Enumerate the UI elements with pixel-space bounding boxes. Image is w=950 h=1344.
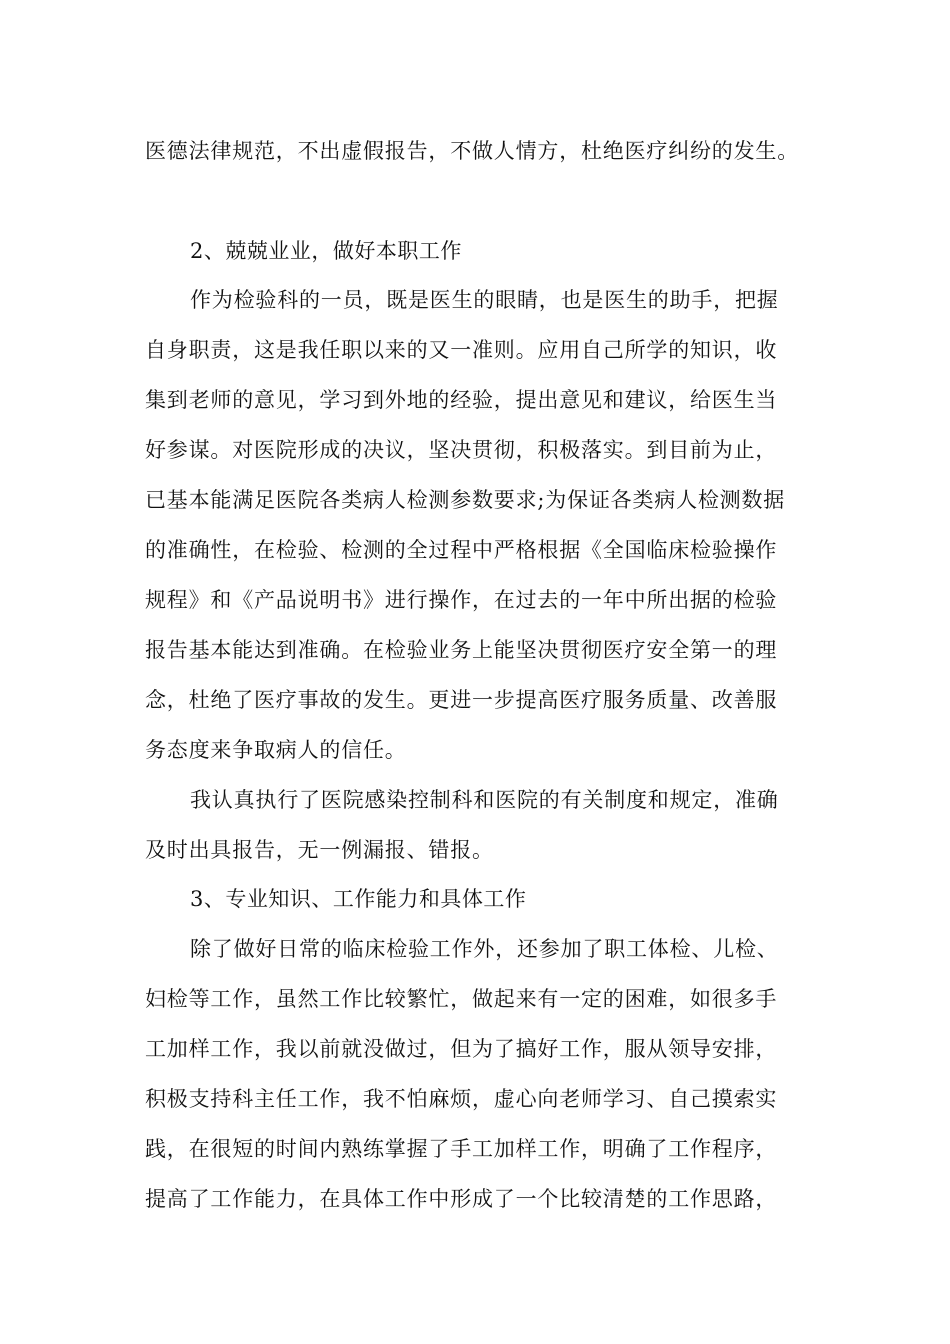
paragraph-line: 已基本能满足医院各类病人检测参数要求;为保证各类病人检测数据 [145,488,786,512]
paragraph-line: 工加样工作，我以前就没做过，但为了搞好工作，服从领导安排， [145,1037,778,1061]
paragraph-line: 积极支持科主任工作，我不怕麻烦，虚心向老师学习、自己摸索实 [145,1087,778,1111]
paragraph-line: 妇检等工作，虽然工作比较繁忙，做起来有一定的困难，如很多手 [145,987,778,1011]
paragraph-line: 除了做好日常的临床检验工作外，还参加了职工体检、儿检、 [190,937,779,961]
paragraph-line: 医德法律规范，不出虚假报告，不做人情方，杜绝医疗纠纷的发生。 [145,139,799,163]
paragraph-line: 好参谋。对医院形成的决议，坚决贯彻，积极落实。到目前为止， [145,438,778,462]
paragraph-line: 提高了工作能力，在具体工作中形成了一个比较清楚的工作思路， [145,1187,778,1211]
paragraph-line: 务态度来争取病人的信任。 [145,738,407,762]
paragraph-line: 作为检验科的一员，既是医生的眼睛，也是医生的助手，把握 [190,288,779,312]
paragraph-line: 我认真执行了医院感染控制科和医院的有关制度和规定，准确 [190,788,779,812]
paragraph-line: 报告基本能达到准确。在检验业务上能坚决贯彻医疗安全第一的理 [145,638,778,662]
paragraph-line: 践，在很短的时间内熟练掌握了手工加样工作，明确了工作程序， [145,1137,778,1161]
paragraph-line: 自身职责，这是我任职以来的又一准则。应用自己所学的知识，收 [145,338,778,362]
paragraph-line: 念，杜绝了医疗事故的发生。更进一步提高医疗服务质量、改善服 [145,688,778,712]
paragraph-line: 规程》和《产品说明书》进行操作，在过去的一年中所出据的检验 [145,588,778,612]
paragraph-line: 集到老师的意见，学习到外地的经验，提出意见和建议，给医生当 [145,388,778,412]
paragraph-line: 的准确性，在检验、检测的全过程中严格根据《全国临床检验操作 [145,538,778,562]
section-heading-2: 2、兢兢业业，做好本职工作 [190,239,462,263]
paragraph-line: 及时出具报告，无一例漏报、错报。 [145,838,494,862]
section-heading-3: 3、专业知识、工作能力和具体工作 [190,887,527,911]
